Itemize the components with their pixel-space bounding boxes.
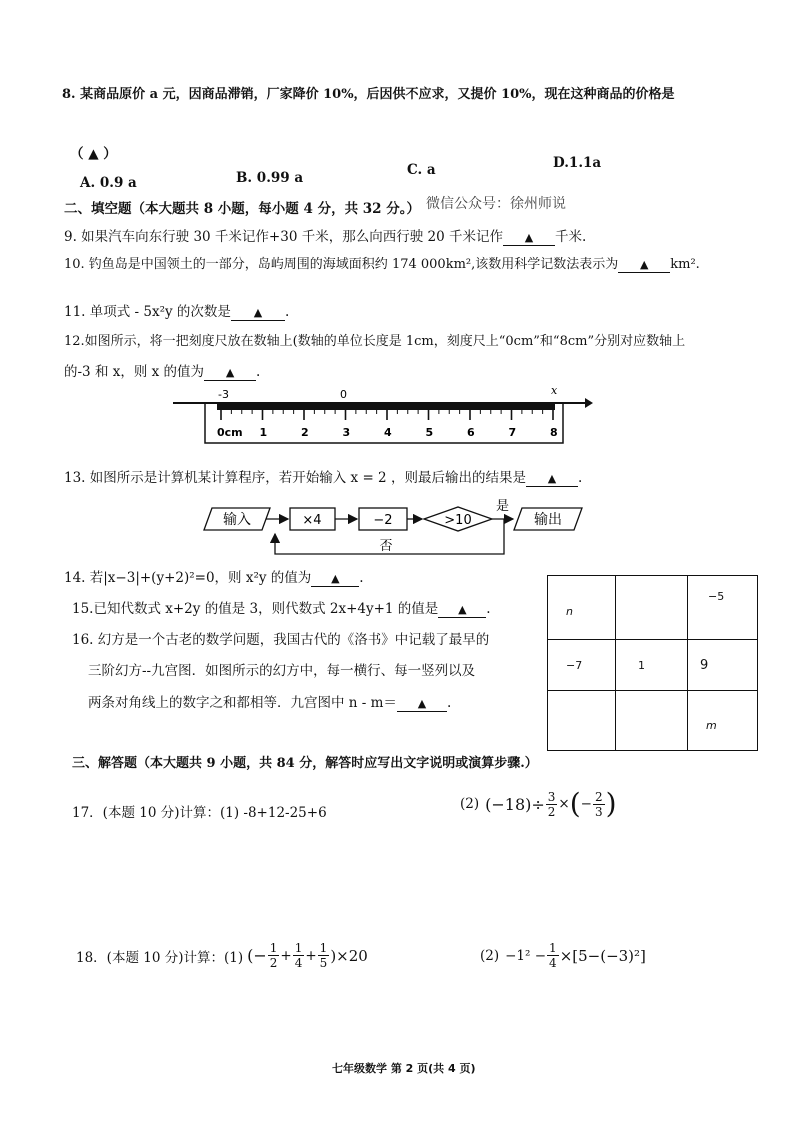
flowchart-figure: [200, 494, 600, 560]
magic-cell-r2c1: −7: [548, 640, 616, 691]
section3-heading: 三、解答题（本大题共 9 小题，共 84 分，解答时应写出文字说明或演算步骤.）: [72, 756, 538, 771]
q9-stem: 9. 如果汽车向东行驶 30 千米记作+30 千米，那么向西行驶 20 千米记作: [64, 229, 503, 245]
fraction-2-3: $\frac{2}{3}$: [594, 789, 603, 819]
flow-yes-label: 是: [496, 499, 510, 514]
answer-mark-icon: ▲: [524, 231, 534, 244]
q17-minus-sign: −: [580, 796, 592, 812]
answer-mark-icon: ▲: [640, 258, 649, 271]
flow-input-label: 输入: [223, 512, 251, 528]
q12-line1: 12.如图所示，将一把刻度尺放在数轴上(数轴的单位长度是 1cm，刻度尺上“0cm”和“8cm”分别对应数轴上: [64, 334, 686, 349]
watermark-text: 微信公众号：徐州师说: [426, 196, 566, 212]
fraction-1-2: $\frac{1}{2}$: [269, 941, 278, 970]
q16-line2: 三阶幻方--九宫图．如图所示的幻方中，每一横行、每一竖列以及: [88, 663, 476, 679]
q18-part2: [480, 942, 646, 969]
fraction-3-2: $\frac{3}{2}$: [547, 789, 556, 819]
q15-blank: [438, 601, 486, 618]
q16-blank: [397, 695, 447, 712]
q18-part2-expr-b: ×[5−(−3)²]: [559, 946, 646, 965]
q8-option-d: D.1.1a: [553, 155, 602, 171]
flow-times4-label: ×4: [302, 513, 322, 528]
q16-line3: [88, 691, 451, 712]
q16-suffix: .: [446, 695, 452, 711]
q11: [64, 300, 289, 321]
q13-suffix: .: [577, 470, 583, 486]
magic-cell-r2c2: 1: [616, 640, 688, 691]
answer-mark-icon: ▲: [225, 366, 235, 379]
q8-option-b: B. 0.99 a: [236, 170, 304, 186]
fraction-1-4: $\frac{1}{4}$: [294, 941, 303, 970]
q18-open-paren: (−: [247, 946, 267, 965]
ruler-label: 3: [342, 426, 351, 439]
q14-blank: [311, 570, 359, 587]
q13-stem: 13. 如图所示是计算机某计算程序，若开始输入 x = 2 ，则最后输出的结果是: [64, 470, 526, 486]
ruler-label: 1: [259, 426, 268, 439]
q12-line2: [64, 360, 260, 381]
q14: [64, 566, 364, 587]
q18-part1: [76, 942, 368, 969]
ruler-scale-strip: [217, 403, 555, 410]
q12-line2-stem: 的-3 和 x，则 x 的值为: [64, 364, 205, 380]
answer-mark-icon: ▲: [331, 572, 340, 585]
q12-blank: [204, 364, 256, 381]
q12-suffix: .: [256, 364, 261, 380]
q10-stem: 10. 钓鱼岛是中国领土的一部分，岛屿周围的海域面积约 174 000km²,该数用科学记数法表示为: [64, 257, 619, 272]
ruler-label: 2: [301, 426, 309, 439]
q10: [64, 253, 700, 273]
q15-suffix: .: [486, 601, 491, 617]
q8-answer-paren: （ ▲ ）: [70, 146, 117, 162]
magic-cell-r3c2: [616, 691, 688, 751]
page-footer: 七年级数学 第 2 页(共 4 页): [332, 1062, 476, 1075]
q10-blank: [618, 257, 670, 273]
answer-mark-icon: ▲: [417, 697, 427, 710]
q9-blank: [503, 229, 555, 246]
q8-option-c: C. a: [407, 162, 436, 178]
magic-cell-r3c1: [548, 691, 616, 751]
q17-times-sign: ×: [558, 796, 570, 812]
flow-condition-label: >10: [444, 513, 472, 528]
q11-blank: [231, 304, 285, 321]
q10-suffix: km².: [670, 257, 700, 272]
magic-cell-r2c3: 9: [688, 640, 758, 691]
q16-line3-stem: 两条对角线上的数字之和都相等．九宫图中 n - m＝: [88, 695, 397, 711]
magic-square-grid: [547, 575, 758, 751]
answer-mark-icon: ▲: [253, 306, 263, 319]
q17-part2-label: (2): [460, 796, 480, 812]
magic-cell-r1c2: [616, 576, 688, 640]
q8-option-a: A. 0.9 a: [80, 175, 137, 191]
q16-line1: 16. 幻方是一个古老的数学问题，我国古代的《洛书》中记载了最早的: [72, 632, 490, 648]
q18-part2-expr-a: −1² −: [505, 947, 547, 964]
answer-mark-icon: ▲: [547, 472, 557, 485]
flow-minus2-label: −2: [373, 513, 393, 528]
q13-blank: [526, 470, 578, 487]
q18-part1-label: 18．(本题 10 分)计算：(1): [76, 949, 244, 966]
axis-label-0: 0: [340, 388, 347, 401]
section2-heading: 二、填空题（本大题共 8 小题，每小题 4 分，共 32 分。）: [64, 201, 421, 217]
q18-plus-sign: +: [305, 947, 317, 964]
q15: [72, 597, 491, 618]
q14-suffix: .: [359, 570, 364, 586]
flow-no-label: 否: [379, 539, 393, 554]
fraction-1-5: $\frac{1}{5}$: [319, 941, 328, 970]
answer-mark-icon: ▲: [458, 603, 467, 616]
q9: [64, 225, 586, 246]
magic-cell-r3c3: m: [688, 691, 758, 751]
ruler-label: 7: [508, 426, 517, 439]
q8-stem: 8. 某商品原价 a 元，因商品滞销，厂家降价 10%，后因供不应求，又提价 10%，现在这种商品的价格是: [62, 87, 675, 102]
axis-label-x: x: [551, 384, 558, 397]
q17-part2-expr-a: (−18)÷: [485, 794, 545, 814]
q14-stem: 14. 若|x−3|+(y+2)²=0，则 x²y 的值为: [64, 570, 312, 586]
q18-part2-label: (2): [480, 947, 500, 964]
q17-part1: 17．(本题 10 分)计算：(1) -8+12-25+6: [72, 805, 327, 821]
ruler-label: 0cm: [217, 426, 243, 439]
magic-cell-r1c1: n: [548, 576, 616, 640]
q11-suffix: .: [284, 304, 290, 320]
axis-label-minus3: -3: [218, 388, 229, 401]
q15-stem: 15.已知代数式 x+2y 的值是 3，则代数式 2x+4y+1 的值是: [72, 601, 439, 617]
axis-arrow-icon: [585, 398, 593, 408]
q18-plus-sign: +: [280, 947, 292, 964]
fraction-1-4: $\frac{1}{4}$: [549, 941, 557, 970]
ruler-label: 5: [425, 426, 434, 439]
flow-output-label: 输出: [534, 512, 562, 528]
q17-part2: (2) (−18)÷ $\frac{3}{2}$ × ( − $\frac{2}{3}$ ): [460, 787, 617, 820]
ruler-label: 6: [467, 426, 475, 439]
q18-close-paren-times: )×20: [330, 946, 368, 965]
magic-cell-r1c3: −5: [688, 576, 758, 640]
q9-suffix: 千米.: [554, 229, 587, 245]
ruler-number-line-figure: [165, 384, 595, 454]
ruler-label: 8: [550, 426, 558, 439]
q13: [64, 466, 582, 487]
q11-stem: 11. 单项式 - 5x²y 的次数是: [64, 304, 231, 320]
ruler-label: 4: [384, 426, 392, 439]
